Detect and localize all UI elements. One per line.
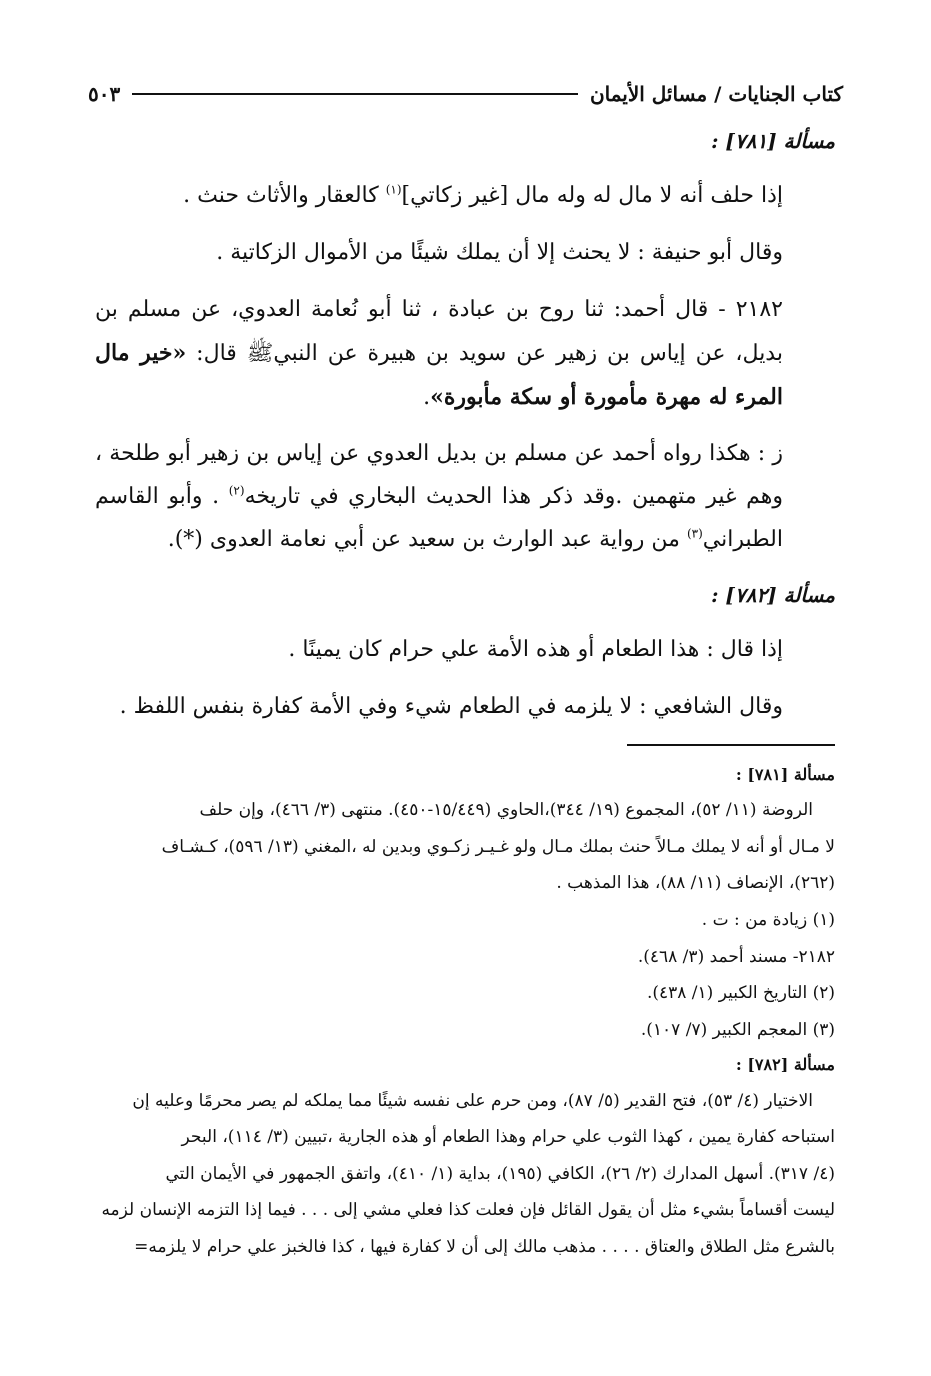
footnote-3: (٣) المعجم الكبير (٧/ ١٠٧).: [640, 1019, 835, 1040]
comment-c: من رواية عبد الوارث بن سعيد عن أبي نعامة العدوى (*).: [167, 527, 687, 553]
q781-text-b: كالعقار والأثاث حنث .: [183, 183, 386, 208]
footnote-2182: ٢١٨٢- مسند أحمد (٣/ ٤٦٨).: [637, 946, 835, 967]
hadith-isnad: ٢١٨٢ - قال أحمد: ثنا روح بن عبادة ، ثنا أبو نُعامة العدوي، عن مسلم بن بديل، عن إياس بن زهير عن سويد بن هبيرة عن النبيﷺ قال:: [95, 296, 783, 366]
running-header: [88, 74, 843, 114]
footnote-781-line: (٢٦٢)، الإنصاف (١١/ ٨٨)، هذا المذهب .: [556, 873, 835, 894]
author-comment: [95, 433, 835, 562]
comment-b: . وأبو القاسم الطبراني: [95, 484, 783, 553]
footnote-ref-2: (٢): [228, 484, 245, 499]
footnote-1: (١) زيادة من : ت .: [701, 910, 835, 931]
footnote-ref-3: (٣): [686, 526, 703, 541]
q781-text-a: إذا حلف أنه لا مال له وله مال [غير زكاتي]: [401, 183, 783, 208]
footnote-782-line: بالشرع مثل الطلاق والعتاق . . . . مذهب مالك إلى أن لا كفارة فيها ، كذا فالخبز علي حرام لا يلزمه=: [134, 1236, 835, 1257]
footnote-2: (٢) التاريخ الكبير (١/ ٤٣٨).: [646, 983, 835, 1004]
footnote-separator: [627, 744, 835, 746]
footnote-782-line: استباحه كفارة يمين ، كهذا الثوب علي حرام وهذا الطعام أو هذه الجارية ،تبيين (٣/ ١١٤)، البحر: [181, 1127, 835, 1148]
header-title: كتاب الجنايات / مسائل الأيمان: [589, 82, 843, 106]
hadith-2182: [95, 289, 835, 420]
footnote-782-line: ليست أقساماً بشيء مثل أن يقول القائل فإن فعلت كذا فعلي مشي إلى . . . فيما إذا التزمه الإنسان لزمه: [101, 1200, 835, 1221]
shafii-opinion: وقال الشافعي : لا يلزمه في الطعام شيء وفي الأمة كفارة بنفس اللفظ .: [119, 694, 783, 720]
question-782-heading: مسألة [٧٨٢] :: [711, 583, 835, 608]
comment-a: ز : هكذا رواه أحمد عن مسلم بن بديل العدوي عن إياس بن زهير أبو طلحة ، وهم غير متهمين .وقد ذكر هذا الحديث البخاري في تاريخه: [95, 441, 783, 510]
hadith-end: .: [423, 384, 431, 410]
question-781-heading: مسألة [٧٨١] :: [711, 129, 835, 153]
page-number: ٥٠٣: [88, 82, 121, 106]
footnote-782-line: (٤/ ٣١٧). أسهل المدارك (٢/ ٢٦)، الكافي (١٩٥)، بداية (١/ ٤١٠)، واتفق الجمهور في الأيمان التي: [165, 1163, 835, 1184]
hadith-matn: «خير مال المرء له مهرة مأمورة أو سكة مأبورة»: [95, 339, 783, 410]
footnote-781-line: الروضة (١١/ ٥٢)، المجموع (١٩/ ٣٤٤)،الحاوي (١٥/٤٤٩-٤٥٠). منتهى (٣/ ٤٦٦)، وإن حلف: [199, 800, 813, 821]
header-rule: [132, 93, 578, 95]
footnotes: [95, 758, 835, 1265]
main-text: [95, 118, 835, 743]
footnote-782-heading: مسألة [٧٨٢] :: [735, 1055, 835, 1075]
question-781-text: [95, 175, 835, 218]
question-782-text: إذا قال : هذا الطعام أو هذه الأمة علي حرام كان يمينًا .: [288, 637, 783, 663]
footnote-781-heading: مسألة [٧٨١] :: [735, 765, 835, 784]
abu-hanifa-opinion: وقال أبو حنيفة : لا يحنث إلا أن يملك شيئًا من الأموال الزكاتية .: [216, 239, 783, 265]
footnote-781-line: لا مـال أو أنه لا يملك مـالاً حنث بملك مـال ولو غـيـر زكـوي وبدين له ،المغني (١٣/ ٥٩٦)، كـشـاف: [161, 836, 835, 857]
footnote-ref-1: (١): [385, 182, 402, 197]
footnote-782-line: الاختيار (٤/ ٥٣)، فتح القدير (٥/ ٨٧)، ومن حرم على نفسه شيئًا مما يملكه لم يصر محرمًا وعليه إن: [132, 1090, 813, 1111]
